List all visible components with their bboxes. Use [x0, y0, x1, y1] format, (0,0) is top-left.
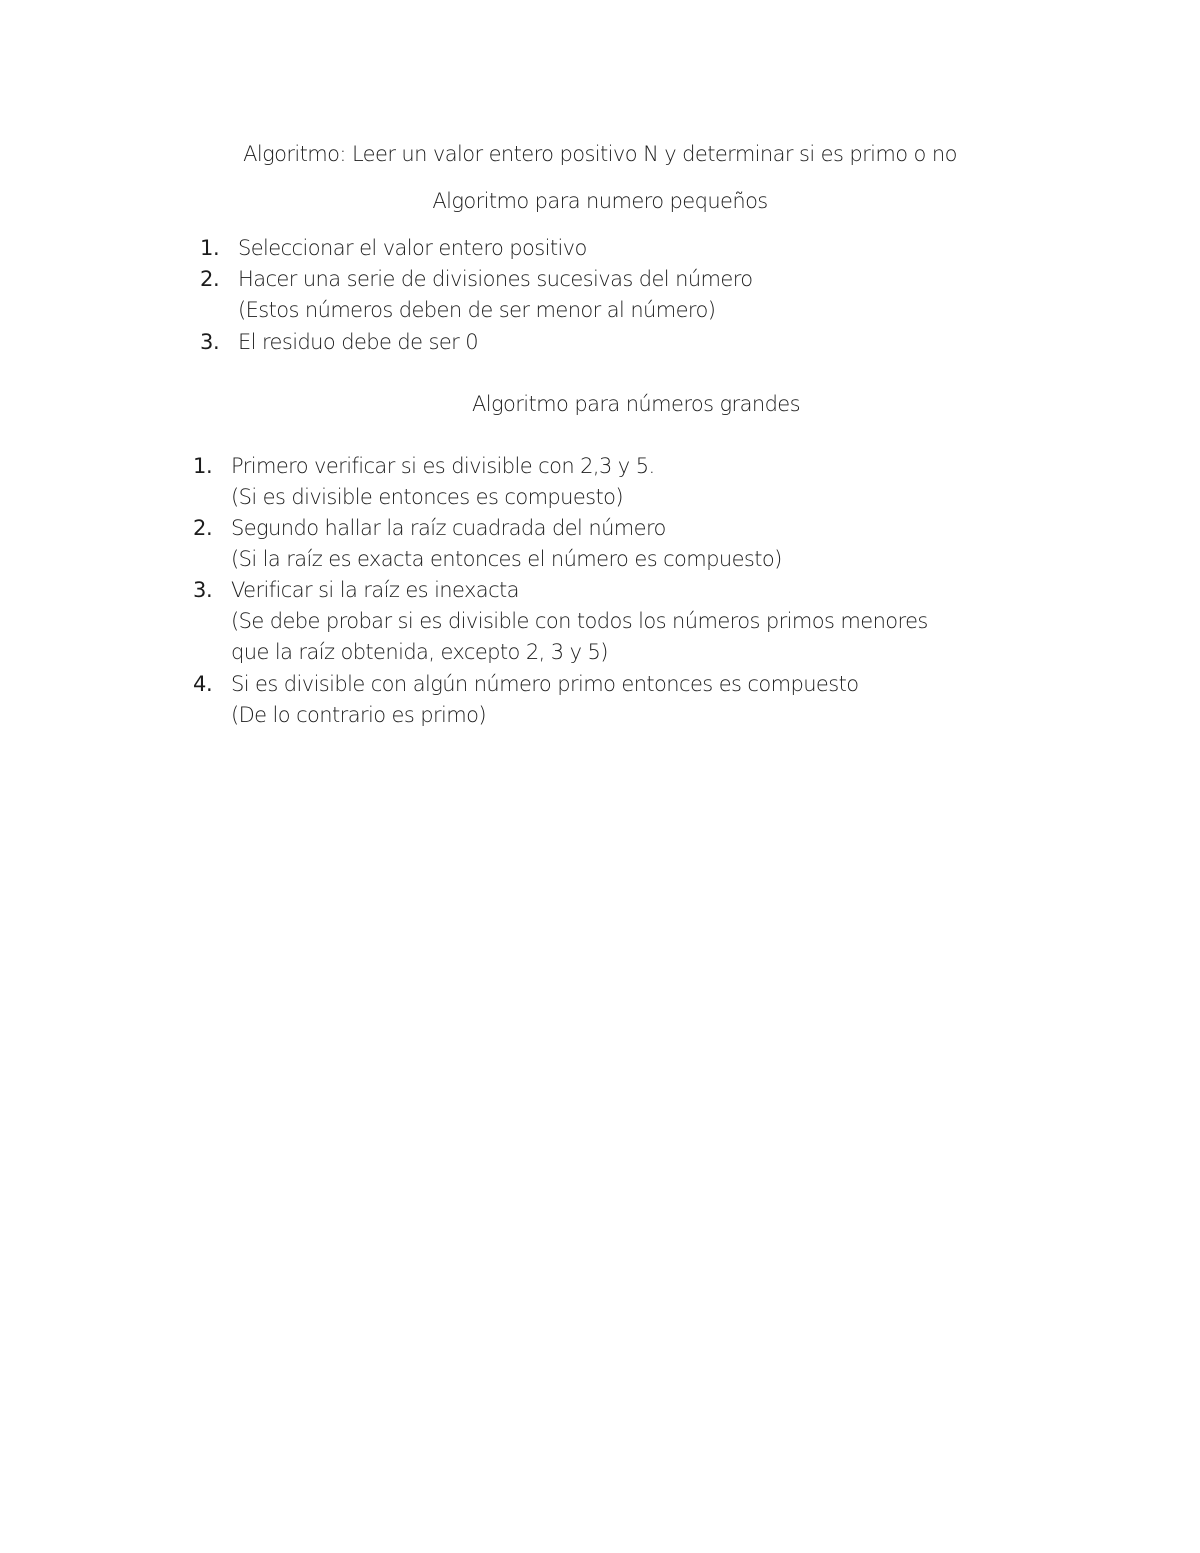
- list-item-text: que la raíz obtenida, excepto 2, 3 y 5): [231, 640, 608, 664]
- list-item-text: Hacer una serie de divisiones sucesivas del número: [238, 267, 753, 291]
- list-item-text: Verificar si la raíz es inexacta: [231, 578, 519, 602]
- list-item-text: (Si la raíz es exacta entonces el número es compuesto): [231, 547, 782, 571]
- small-numbers-heading: Algoritmo para numero pequeños: [432, 189, 768, 213]
- list-item-number: 1.: [200, 236, 220, 260]
- list-item-number: 3.: [200, 330, 220, 354]
- list-item-text: Primero verificar si es divisible con 2,3 y 5.: [231, 454, 655, 478]
- document-title: Algoritmo: Leer un valor entero positivo N y determinar si es primo o no: [243, 142, 957, 166]
- list-item-number: 2.: [193, 516, 213, 540]
- large-numbers-heading: Algoritmo para números grandes: [472, 392, 800, 416]
- list-item-text: Si es divisible con algún número primo entonces es compuesto: [231, 672, 859, 696]
- list-item-text: (Si es divisible entonces es compuesto): [231, 485, 623, 509]
- list-item-text: Segundo hallar la raíz cuadrada del número: [231, 516, 666, 540]
- list-item-number: 3.: [193, 578, 213, 602]
- list-item-number: 1.: [193, 454, 213, 478]
- list-item-text: Seleccionar el valor entero positivo: [238, 236, 587, 260]
- list-item-text: (De lo contrario es primo): [231, 703, 486, 727]
- list-item-number: 4.: [193, 672, 213, 696]
- list-item-text: El residuo debe de ser 0: [238, 330, 479, 354]
- list-item-text: (Estos números deben de ser menor al número): [238, 298, 716, 322]
- list-item-number: 2.: [200, 267, 220, 291]
- list-item-text: (Se debe probar si es divisible con todos los números primos menores: [231, 609, 928, 633]
